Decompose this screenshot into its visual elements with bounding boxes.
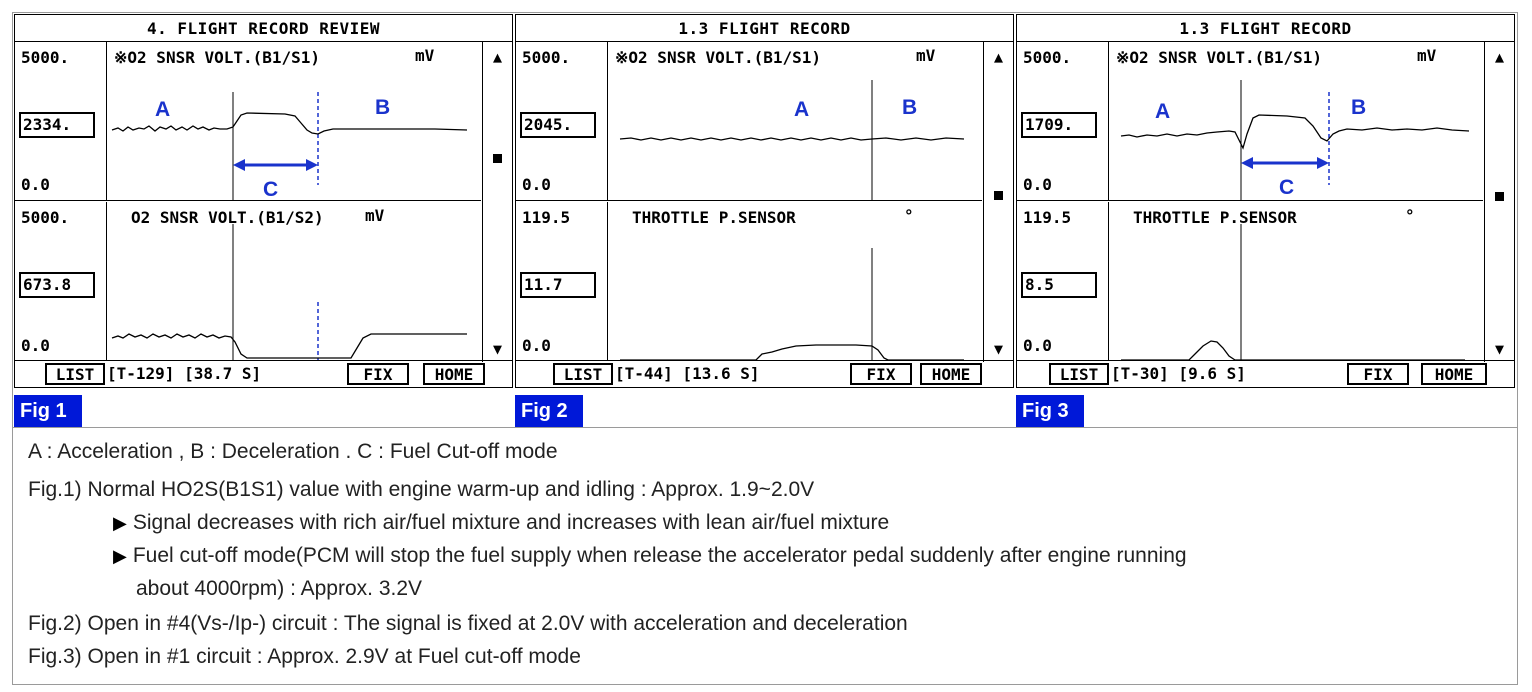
flight-record-panel-2 xyxy=(515,14,1014,388)
fig1-note: Fig.1) Normal HO2S(B1S1) value with engine warm-up and idling : Approx. 1.9~2.0V xyxy=(28,478,815,501)
sensor-name: THROTTLE P.SENSOR xyxy=(1133,208,1297,227)
fig-label-1: Fig 1 xyxy=(14,395,82,427)
home-button[interactable]: HOME xyxy=(423,363,485,385)
unit-label: mV xyxy=(415,46,435,65)
record-info: [T-30] [9.6 S] xyxy=(1111,364,1246,383)
label-c: C xyxy=(1279,176,1295,199)
graph-bottom xyxy=(1017,202,1483,361)
scale-min: 0.0 xyxy=(21,336,50,355)
bullet-arrow-icon: ▶ xyxy=(113,546,127,566)
home-button[interactable]: HOME xyxy=(1421,363,1487,385)
bottom-toolbar xyxy=(1017,360,1514,387)
fix-button[interactable]: FIX xyxy=(347,363,409,385)
legend-note: A : Acceleration , B : Deceleration . C : Fuel Cut-off mode xyxy=(28,440,558,463)
unit-label: ° xyxy=(1405,206,1415,225)
scale-min: 0.0 xyxy=(522,175,551,194)
current-value: 2334. xyxy=(19,112,95,138)
unit-label: mV xyxy=(1417,46,1437,65)
scroll-up-arrow-icon[interactable]: ▲ xyxy=(993,48,1004,66)
sensor-name: ※O2 SNSR VOLT.(B1/S1) xyxy=(114,48,321,67)
current-value: 11.7 xyxy=(520,272,596,298)
graph-top xyxy=(516,42,982,201)
home-button[interactable]: HOME xyxy=(920,363,982,385)
scale-max: 5000. xyxy=(21,48,70,67)
o2-b1s1-plot xyxy=(1017,42,1483,201)
label-a: A xyxy=(155,98,171,121)
scroll-down-arrow-icon[interactable]: ▼ xyxy=(993,340,1004,358)
label-b: B xyxy=(1351,96,1367,119)
scrollbar[interactable] xyxy=(482,42,512,362)
label-b: B xyxy=(375,96,391,119)
graph-bottom xyxy=(516,202,982,361)
scrollbar[interactable] xyxy=(1484,42,1514,362)
scroll-down-arrow-icon[interactable]: ▼ xyxy=(492,340,503,358)
sensor-name: THROTTLE P.SENSOR xyxy=(632,208,796,227)
scale-max: 119.5 xyxy=(1023,208,1072,227)
throttle-plot xyxy=(516,202,982,361)
label-a: A xyxy=(1155,100,1171,123)
fig1-bullet-2 xyxy=(113,544,1187,568)
sensor-name: ※O2 SNSR VOLT.(B1/S1) xyxy=(615,48,822,67)
panel-title: 1.3 FLIGHT RECORD xyxy=(1017,15,1514,42)
sensor-name: O2 SNSR VOLT.(B1/S2) xyxy=(131,208,324,227)
unit-label: mV xyxy=(916,46,936,65)
graph-bottom xyxy=(15,202,481,361)
scroll-thumb[interactable] xyxy=(493,154,502,163)
scale-min: 0.0 xyxy=(1023,336,1052,355)
scale-max: 119.5 xyxy=(522,208,571,227)
bottom-toolbar xyxy=(516,360,1013,387)
fig-label-3: Fig 3 xyxy=(1016,395,1084,427)
scroll-up-arrow-icon[interactable]: ▲ xyxy=(1494,48,1505,66)
scale-min: 0.0 xyxy=(1023,175,1052,194)
o2-b1s2-plot xyxy=(15,202,481,361)
unit-label: mV xyxy=(365,206,385,225)
o2-b1s1-plot xyxy=(15,42,481,201)
scroll-up-arrow-icon[interactable]: ▲ xyxy=(492,48,503,66)
label-c: C xyxy=(263,178,279,201)
fix-button[interactable]: FIX xyxy=(850,363,912,385)
scroll-thumb[interactable] xyxy=(994,191,1003,200)
divider xyxy=(12,427,1518,428)
throttle-plot xyxy=(1017,202,1483,361)
bottom-toolbar xyxy=(15,360,512,387)
scroll-down-arrow-icon[interactable]: ▼ xyxy=(1494,340,1505,358)
list-button[interactable]: LIST xyxy=(1049,363,1109,385)
scroll-thumb[interactable] xyxy=(1495,192,1504,201)
bullet-arrow-icon: ▶ xyxy=(113,513,127,533)
scrollbar[interactable] xyxy=(983,42,1013,362)
fig1-bullet-2-cont: about 4000rpm) : Approx. 3.2V xyxy=(136,577,423,600)
fig3-note: Fig.3) Open in #1 circuit : Approx. 2.9V at Fuel cut-off mode xyxy=(28,645,581,668)
label-a: A xyxy=(794,98,810,121)
record-info: [T-44] [13.6 S] xyxy=(615,364,760,383)
fig1-bullet-1 xyxy=(113,511,889,535)
graph-top xyxy=(1017,42,1483,201)
list-button[interactable]: LIST xyxy=(45,363,105,385)
scale-max: 5000. xyxy=(522,48,571,67)
fix-button[interactable]: FIX xyxy=(1347,363,1409,385)
list-button[interactable]: LIST xyxy=(553,363,613,385)
graph-top xyxy=(15,42,481,201)
flight-record-panel-1 xyxy=(14,14,513,388)
record-info: [T-129] [38.7 S] xyxy=(107,364,262,383)
current-value: 2045. xyxy=(520,112,596,138)
current-value: 1709. xyxy=(1021,112,1097,138)
scale-min: 0.0 xyxy=(21,175,50,194)
panel-title: 4. FLIGHT RECORD REVIEW xyxy=(15,15,512,42)
fig-label-2: Fig 2 xyxy=(515,395,583,427)
scale-max: 5000. xyxy=(21,208,70,227)
flight-record-panel-3 xyxy=(1016,14,1515,388)
label-b: B xyxy=(902,96,918,119)
current-value: 8.5 xyxy=(1021,272,1097,298)
fig2-note: Fig.2) Open in #4(Vs-/Ip-) circuit : The signal is fixed at 2.0V with acceleration and deceleration xyxy=(28,612,908,635)
scale-min: 0.0 xyxy=(522,336,551,355)
bullet-text: Signal decreases with rich air/fuel mixture and increases with lean air/fuel mixture xyxy=(132,511,890,534)
o2-b1s1-plot xyxy=(516,42,982,201)
scale-max: 5000. xyxy=(1023,48,1072,67)
bullet-text: Fuel cut-off mode(PCM will stop the fuel supply when release the accelerator pedal suddenly after engine running xyxy=(132,544,1187,567)
panel-title: 1.3 FLIGHT RECORD xyxy=(516,15,1013,42)
unit-label: ° xyxy=(904,206,914,225)
sensor-name: ※O2 SNSR VOLT.(B1/S1) xyxy=(1116,48,1323,67)
current-value: 673.8 xyxy=(19,272,95,298)
